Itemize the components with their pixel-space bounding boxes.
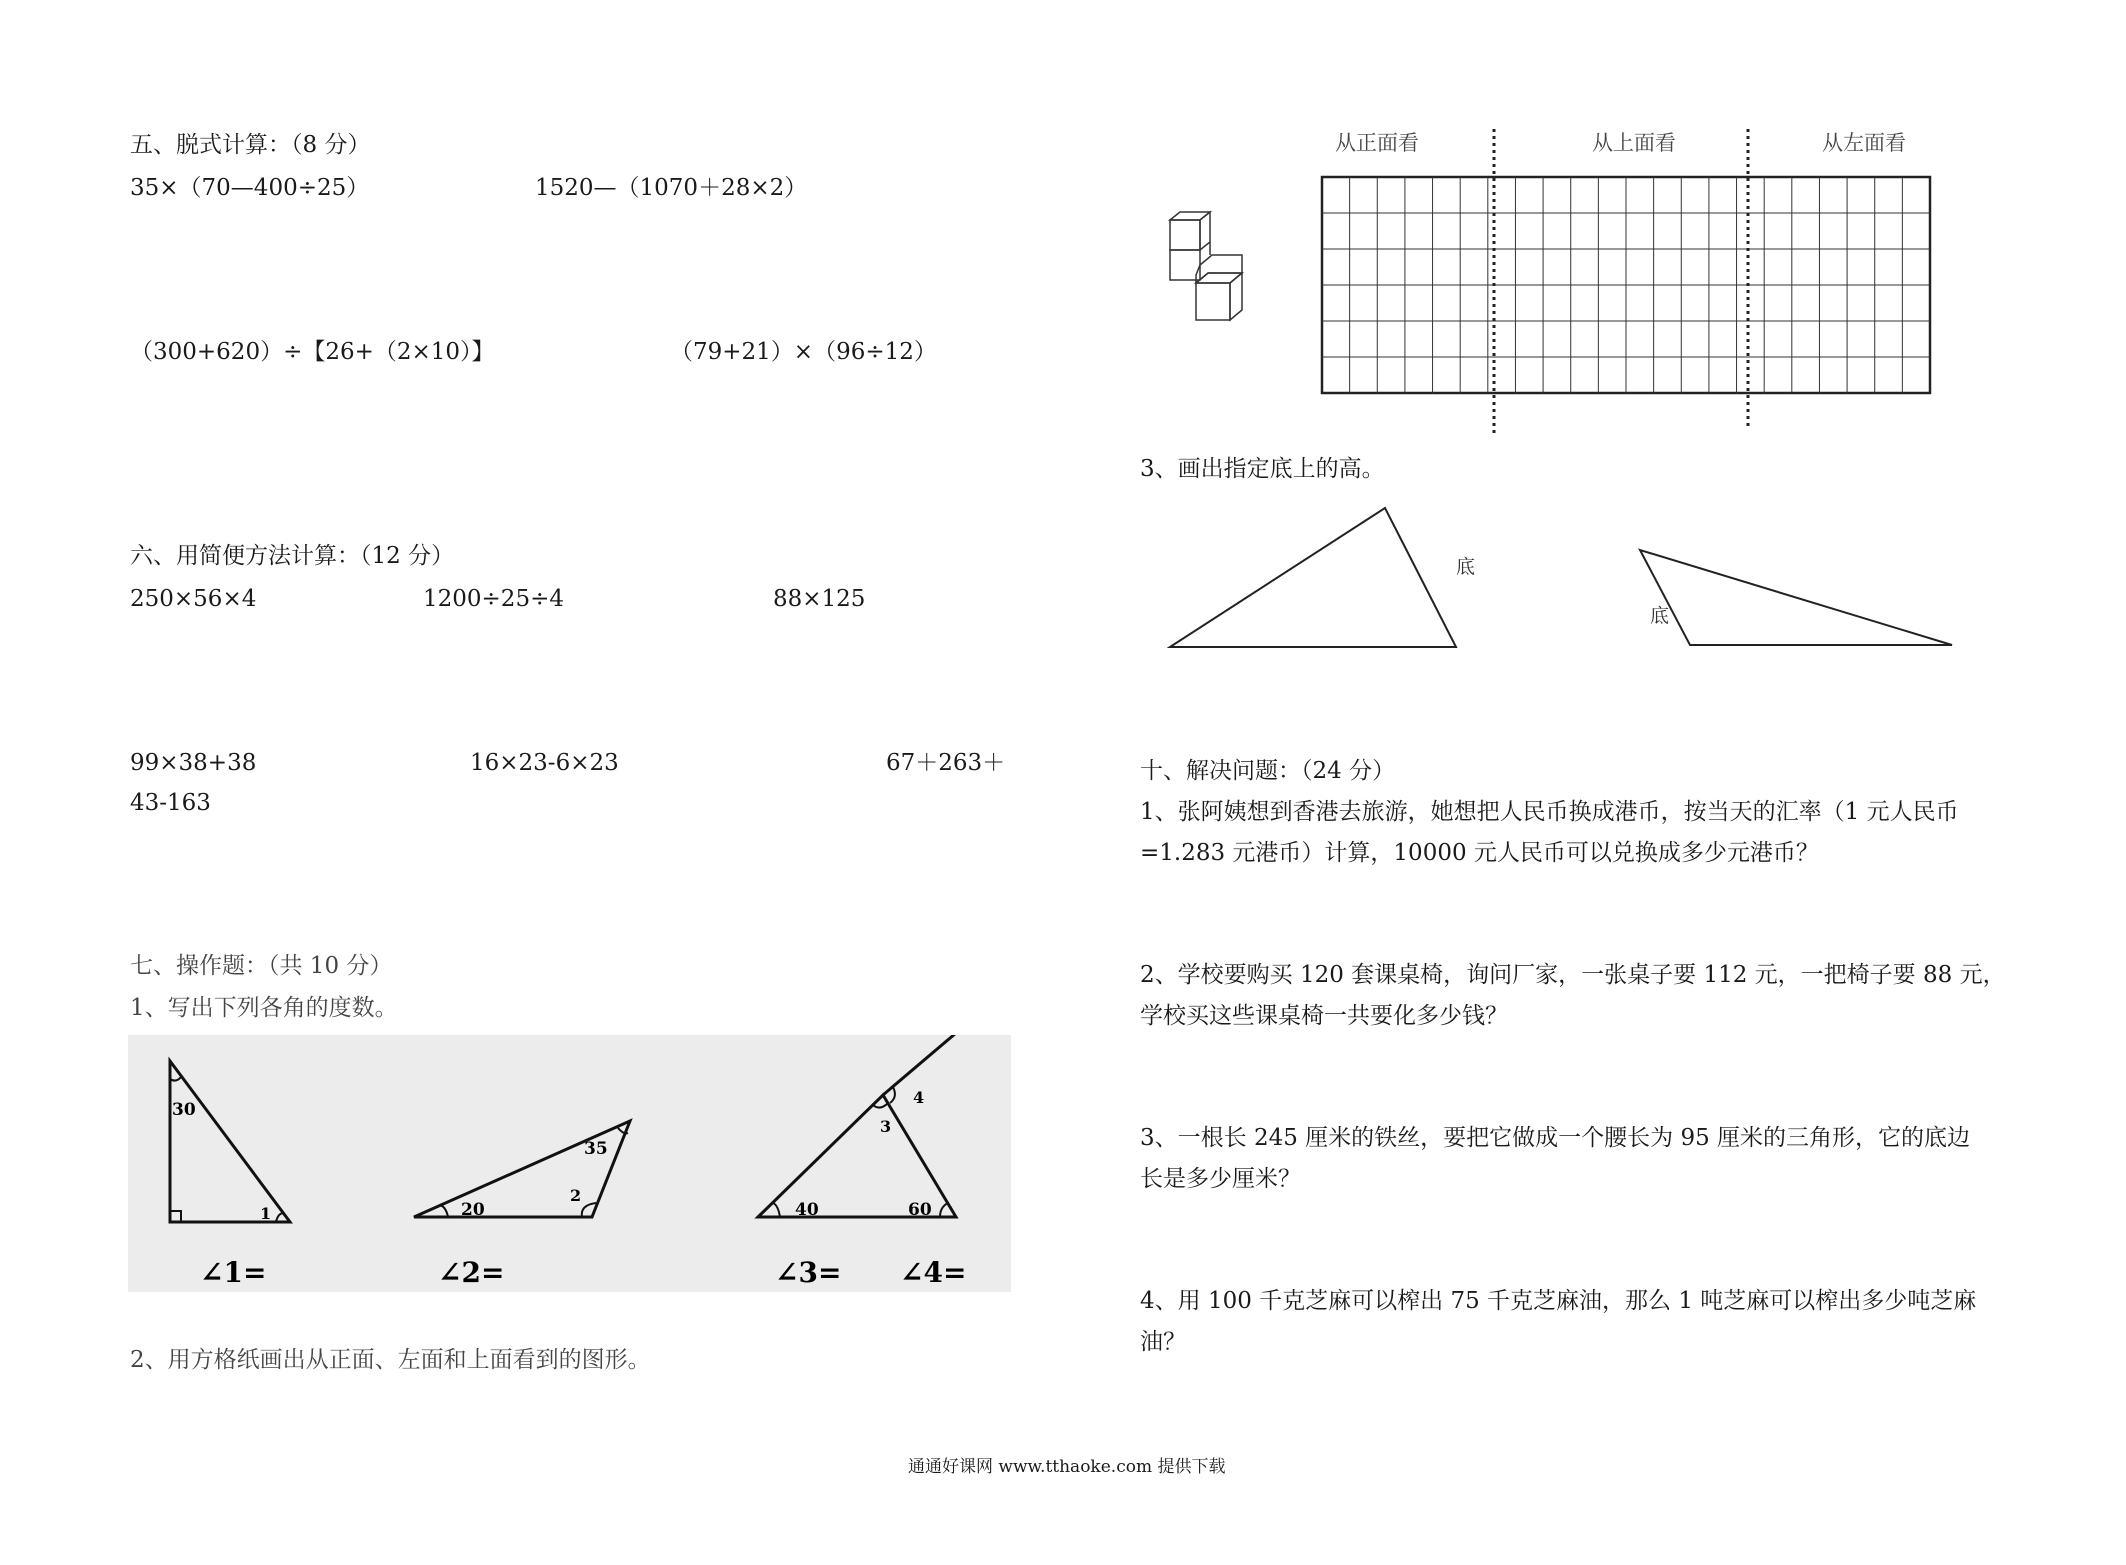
s6-problem-1: 250×56×4 <box>130 586 257 612</box>
base-label-1: 底 <box>1456 556 1476 578</box>
grid-label-top: 从上面看 <box>1592 131 1676 155</box>
t2-mark-label: 2 <box>570 1186 582 1205</box>
section-7-title: 七、操作题：（共 10 分） <box>130 953 393 979</box>
s6-problem-2: 1200÷25÷4 <box>423 586 564 612</box>
s5-problem-2: 1520—（1070＋28×2） <box>535 175 808 201</box>
base-triangles-figure <box>1160 500 1960 660</box>
s6-problem-3: 88×125 <box>773 586 866 612</box>
t2-angle-label-b: 35 <box>584 1139 608 1159</box>
base-label-2: 底 <box>1650 605 1670 627</box>
t1-answer: ∠1= <box>200 1256 267 1289</box>
s6-problem-6-line2: 43-163 <box>130 790 211 816</box>
section-6-title: 六、用简便方法计算：（12 分） <box>130 543 455 569</box>
angle-triangles-figure <box>128 1035 1011 1292</box>
problem-2-line2: 学校买这些课桌椅一共要化多少钱？ <box>1140 1003 1508 1029</box>
problem-3-line2: 长是多少厘米？ <box>1140 1166 1301 1192</box>
problem-4-line2: 油？ <box>1140 1329 1186 1355</box>
t3-mark-a: 3 <box>880 1117 892 1136</box>
footer-credit[interactable]: 通通好课网 www.tthaoke.com 提供下载 <box>908 1457 1226 1477</box>
cube-stack-icon <box>1170 212 1242 320</box>
figure-background <box>128 1035 1011 1292</box>
s7-task-2: 2、用方格纸画出从正面、左面和上面看到的图形。 <box>130 1347 651 1373</box>
base-triangle-1 <box>1170 508 1456 647</box>
section-5-title: 五、脱式计算：（8 分） <box>130 132 371 158</box>
s7-task-1: 1、写出下列各角的度数。 <box>130 995 398 1021</box>
s5-problem-4: （79+21）×（96÷12） <box>670 339 937 365</box>
problem-3-line1: 3、一根长 245 厘米的铁丝，要把它做成一个腰长为 95 厘米的三角形，它的底边 <box>1140 1125 1971 1151</box>
grid-label-front: 从正面看 <box>1335 131 1419 155</box>
s5-problem-1: 35×（70—400÷25） <box>130 175 370 201</box>
t2-answer: ∠2= <box>438 1256 505 1289</box>
t3-angle-label-b: 60 <box>908 1200 932 1220</box>
view-grid-figure <box>1160 125 1950 445</box>
problem-4-line1: 4、用 100 千克芝麻可以榨出 75 千克芝麻油，那么 1 吨芝麻可以榨出多少吨芝麻 <box>1140 1288 1977 1314</box>
s5-problem-3: （300+620）÷【26+（2×10）】 <box>130 339 495 365</box>
t3-answer-a: ∠3= <box>775 1256 842 1289</box>
s6-problem-5: 16×23-6×23 <box>470 750 619 776</box>
s6-problem-4: 99×38+38 <box>130 750 257 776</box>
section-10-title: 十、解决问题：（24 分） <box>1140 758 1396 784</box>
t2-angle-label-a: 20 <box>461 1200 485 1220</box>
heights-task-title: 3、画出指定底上的高。 <box>1140 456 1385 482</box>
problem-1-line2: =1.283 元港币）计算，10000 元人民币可以兑换成多少元港币？ <box>1140 840 1819 866</box>
t1-mark-label: 1 <box>260 1204 272 1223</box>
base-triangle-2 <box>1640 550 1952 645</box>
t3-angle-label-a: 40 <box>795 1200 819 1220</box>
problem-2-line1: 2、学校要购买 120 套课桌椅，询问厂家，一张桌子要 112 元，一把椅子要 88 元， <box>1140 962 2006 988</box>
grid-label-left: 从左面看 <box>1822 131 1906 155</box>
t3-mark-b: 4 <box>913 1088 925 1107</box>
problem-1-line1: 1、张阿姨想到香港去旅游，她想把人民币换成港币，按当天的汇率（1 元人民币 <box>1140 799 1959 825</box>
t3-answer-b: ∠4= <box>900 1256 967 1289</box>
s6-problem-6-line1: 67＋263＋ <box>886 750 1006 776</box>
t1-angle-label: 30 <box>172 1100 196 1120</box>
